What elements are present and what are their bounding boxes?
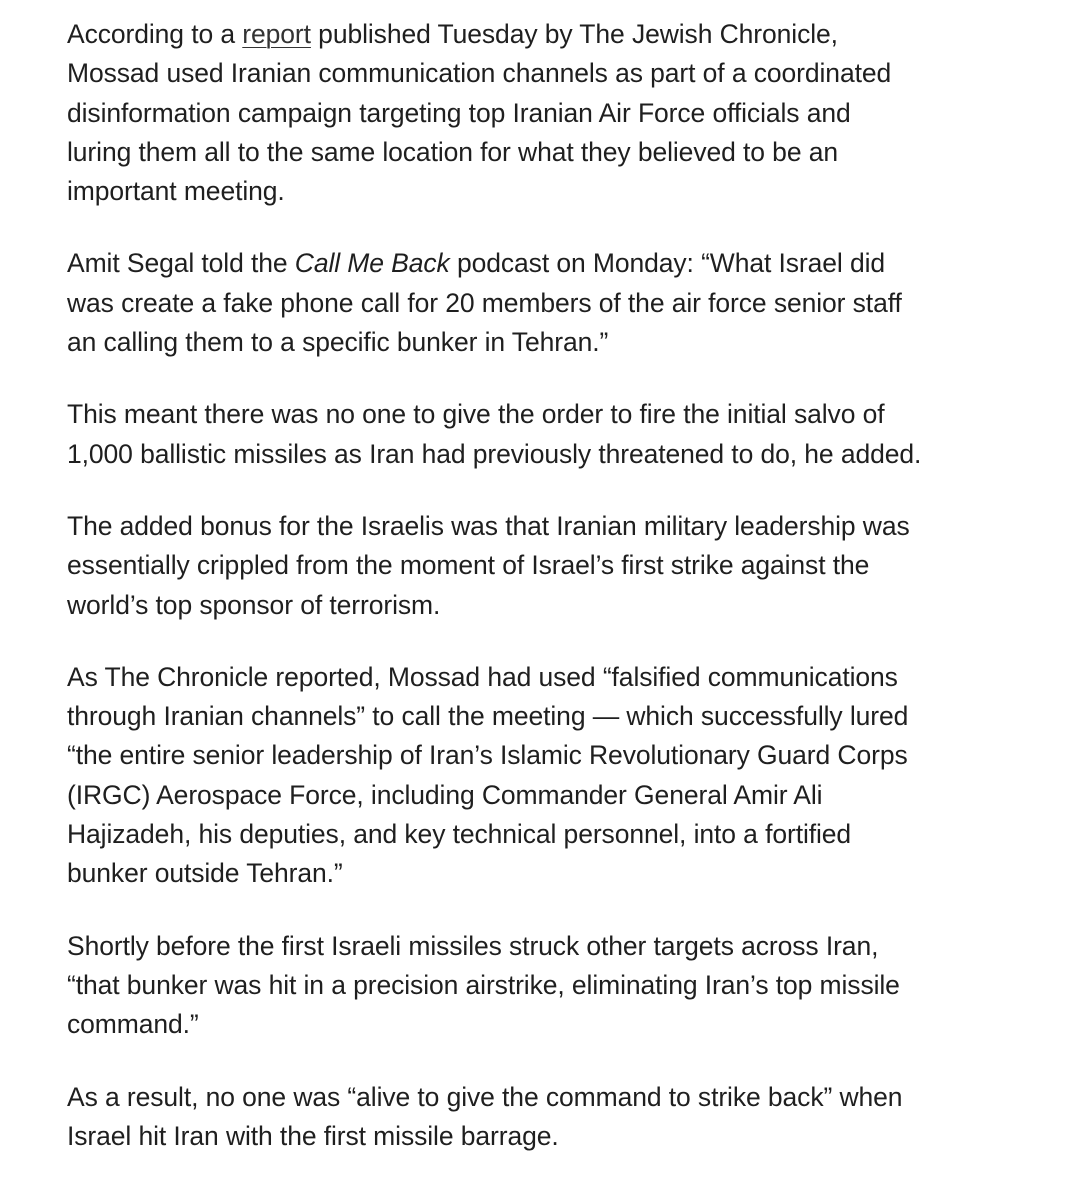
paragraph-line: was create a fake phone call for 20 members of the air force senior staff xyxy=(67,287,902,318)
paragraph-line: As The Chronicle reported, Mossad had used “falsified communications xyxy=(67,661,898,692)
paragraph-line: The added bonus for the Israelis was that Iranian military leadership was xyxy=(67,510,910,541)
paragraph-line: 1,000 ballistic missiles as Iran had previously threatened to do, he added. xyxy=(67,438,922,469)
paragraph-2 xyxy=(67,244,1057,362)
paragraph-6 xyxy=(67,927,1057,1045)
podcast-title: Call Me Back xyxy=(294,248,450,279)
text-run: podcast on Monday: “What Israel did xyxy=(449,248,886,279)
text-run: According to a xyxy=(67,19,243,49)
paragraph-line: essentially crippled from the moment of Israel’s first strike against the xyxy=(67,550,870,581)
paragraph-4 xyxy=(67,507,1057,625)
paragraph-line: important meeting. xyxy=(67,176,285,207)
article-body xyxy=(67,15,1057,1189)
paragraph-line: “the entire senior leadership of Iran’s Islamic Revolutionary Guard Corps xyxy=(67,740,908,771)
paragraph-line: an calling them to a specific bunker in Tehran.” xyxy=(67,327,609,358)
paragraph-line: luring them all to the same location for what they believed to be an xyxy=(67,136,838,167)
paragraph-line: bunker outside Tehran.” xyxy=(67,858,343,889)
paragraph-line: Hajizadeh, his deputies, and key technical personnel, into a fortified xyxy=(67,819,852,850)
paragraph-line: world’s top sponsor of terrorism. xyxy=(67,589,441,620)
paragraph-line: “that bunker was hit in a precision airstrike, eliminating Iran’s top missile xyxy=(67,969,900,1000)
report-link[interactable]: report xyxy=(242,19,311,49)
paragraph-line xyxy=(67,244,1057,283)
paragraph-3 xyxy=(67,395,1057,474)
text-run: Amit Segal told the xyxy=(67,248,295,279)
paragraph-line: This meant there was no one to give the order to fire the initial salvo of xyxy=(67,399,885,430)
paragraph-5 xyxy=(67,658,1057,894)
paragraph-line xyxy=(67,15,1057,54)
paragraph-1 xyxy=(67,15,1057,211)
paragraph-line: (IRGC) Aerospace Force, including Commander General Amir Ali xyxy=(67,779,823,810)
paragraph-line: Shortly before the first Israeli missiles struck other targets across Iran, xyxy=(67,930,879,961)
paragraph-line: Israel hit Iran with the first missile barrage. xyxy=(67,1120,559,1151)
paragraph-line: disinformation campaign targeting top Iranian Air Force officials and xyxy=(67,97,851,128)
paragraph-line: Mossad used Iranian communication channels as part of a coordinated xyxy=(67,58,892,89)
paragraph-line: through Iranian channels” to call the meeting — which successfully lured xyxy=(67,701,909,732)
paragraph-line: command.” xyxy=(67,1009,199,1040)
paragraph-line: As a result, no one was “alive to give the command to strike back” when xyxy=(67,1081,903,1112)
paragraph-7 xyxy=(67,1078,1057,1157)
text-run: published Tuesday by The Jewish Chronicle, xyxy=(310,19,838,49)
